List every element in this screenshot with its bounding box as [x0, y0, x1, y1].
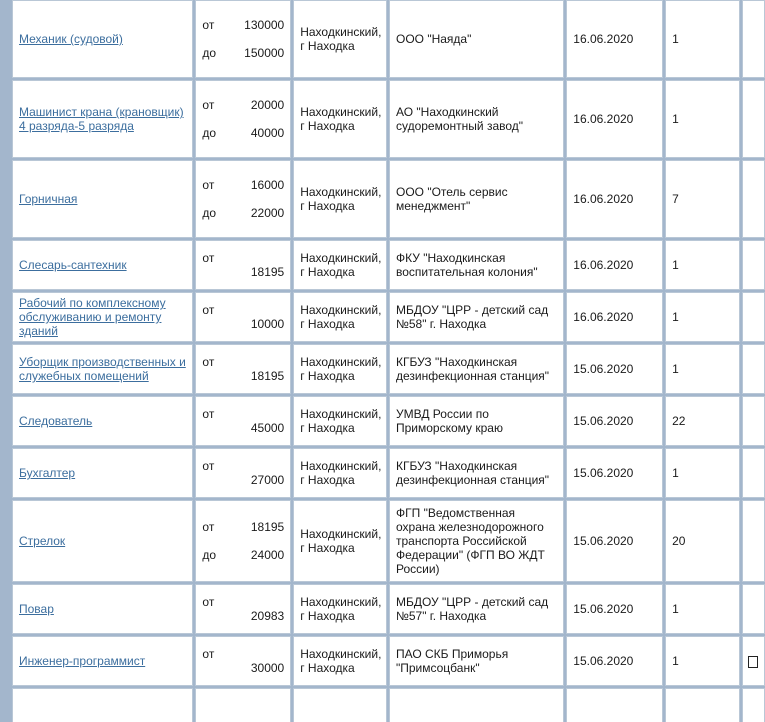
vacancy-title-link[interactable]: Повар	[19, 602, 54, 616]
salary-from-label: от	[202, 355, 215, 369]
vacancy-title-cell	[12, 0, 193, 78]
salary-to-label: до	[202, 46, 217, 60]
vacancy-title-cell	[12, 448, 193, 498]
table-row	[12, 688, 765, 722]
employer-cell: АО "Находкинский судоремонтный завод"	[389, 80, 564, 158]
salary-to-value: 150000	[244, 46, 285, 60]
salary-cell	[195, 344, 291, 394]
vacancy-count-cell: 1	[665, 80, 739, 158]
vacancy-title-link[interactable]: Инженер-программист	[19, 654, 146, 668]
select-cell	[742, 292, 765, 342]
salary-range	[202, 303, 284, 331]
select-cell	[742, 344, 765, 394]
district-cell: Находкинский, г Находка	[293, 240, 387, 290]
salary-to-value: 40000	[250, 126, 285, 140]
salary-range	[202, 251, 284, 279]
employer-cell: МБДОУ "ЦРР - детский сад №58" г. Находка	[389, 292, 564, 342]
vacancy-count-cell: 1	[665, 448, 739, 498]
select-cell	[742, 636, 765, 686]
date-cell: 16.06.2020	[566, 80, 663, 158]
district-cell: Находкинский, г Находка	[293, 0, 387, 78]
vacancy-title-cell	[12, 584, 193, 634]
salary-from-value: 20000	[250, 98, 285, 112]
salary-range	[202, 11, 284, 67]
vacancy-title-link[interactable]: Горничная	[19, 192, 78, 206]
vacancy-title-cell	[12, 500, 193, 582]
date-cell: 15.06.2020	[566, 636, 663, 686]
select-cell	[742, 0, 765, 78]
salary-cell	[195, 80, 291, 158]
salary-cell	[195, 584, 291, 634]
employer-cell: КГБУЗ "Находкинская дезинфекционная станция"	[389, 344, 564, 394]
select-cell	[742, 160, 765, 238]
salary-from-label: от	[202, 98, 215, 112]
salary-from-label: от	[202, 251, 215, 265]
salary-cell	[195, 500, 291, 582]
vacancy-count-cell: 7	[665, 160, 739, 238]
vacancy-count-cell: 20	[665, 500, 739, 582]
salary-cell	[195, 448, 291, 498]
table-row	[12, 292, 765, 342]
table-row	[12, 344, 765, 394]
table-row	[12, 500, 765, 582]
vacancy-title-cell	[12, 240, 193, 290]
salary-from-value: 30000	[250, 661, 285, 675]
employer-cell: МБДОУ "ЦРР - детский сад №57" г. Находка	[389, 584, 564, 634]
salary-from-value: 130000	[244, 18, 285, 32]
salary-range	[202, 91, 284, 147]
salary-from-value: 18195	[250, 369, 285, 383]
salary-from-label: от	[202, 407, 215, 421]
vacancy-count-cell: 1	[665, 240, 739, 290]
select-checkbox[interactable]	[748, 656, 758, 668]
salary-range	[202, 355, 284, 383]
date-cell: 16.06.2020	[566, 160, 663, 238]
district-cell: Находкинский, г Находка	[293, 636, 387, 686]
salary-cell	[195, 0, 291, 78]
vacancy-count-cell: 1	[665, 584, 739, 634]
vacancy-list	[10, 0, 765, 722]
vacancy-count-cell: 1	[665, 344, 739, 394]
vacancy-count-cell: 1	[665, 0, 739, 78]
salary-from-label: от	[202, 520, 215, 534]
table-row	[12, 0, 765, 78]
salary-from-value: 27000	[250, 473, 285, 487]
date-cell: 16.06.2020	[566, 0, 663, 78]
select-cell	[742, 80, 765, 158]
date-cell: 15.06.2020	[566, 344, 663, 394]
date-cell: 15.06.2020	[566, 448, 663, 498]
salary-from-value: 18195	[250, 265, 285, 279]
select-cell	[742, 584, 765, 634]
salary-from-label: от	[202, 18, 215, 32]
salary-to-value: 24000	[250, 548, 285, 562]
employer-cell: ФГП "Ведомственная охрана железнодорожного транспорта Российской Федерации" (ФГП ВО ЖДТ России)	[389, 500, 564, 582]
table-row	[12, 396, 765, 446]
vacancy-title-link[interactable]: Бухгалтер	[19, 466, 76, 480]
salary-to-label: до	[202, 206, 217, 220]
table-row	[12, 448, 765, 498]
district-cell: Находкинский, г Находка	[293, 80, 387, 158]
salary-cell	[195, 240, 291, 290]
vacancy-title-cell	[12, 636, 193, 686]
vacancy-count-cell: 1	[665, 636, 739, 686]
salary-from-value: 16000	[250, 178, 285, 192]
employer-cell: ПАО СКБ Приморья "Примсоцбанк"	[389, 636, 564, 686]
salary-from-value: 10000	[250, 317, 285, 331]
salary-range	[202, 459, 284, 487]
salary-from-label: от	[202, 647, 215, 661]
district-cell: Находкинский, г Находка	[293, 584, 387, 634]
date-cell: 16.06.2020	[566, 292, 663, 342]
salary-to-label: до	[202, 548, 217, 562]
vacancy-title-link[interactable]: Машинист крана (крановщик) 4 разряда-5 разряда	[19, 105, 184, 133]
date-cell: 15.06.2020	[566, 396, 663, 446]
select-cell	[742, 500, 765, 582]
vacancy-title-cell	[12, 344, 193, 394]
salary-from-value: 20983	[250, 609, 285, 623]
vacancy-count-cell: 1	[665, 292, 739, 342]
salary-range	[202, 513, 284, 569]
table-row	[12, 80, 765, 158]
district-cell: Находкинский, г Находка	[293, 448, 387, 498]
employer-cell: КГБУЗ "Находкинская дезинфекционная станция"	[389, 448, 564, 498]
district-cell: Находкинский, г Находка	[293, 396, 387, 446]
select-cell	[742, 396, 765, 446]
salary-to-value: 22000	[250, 206, 285, 220]
salary-cell	[195, 292, 291, 342]
select-cell	[742, 448, 765, 498]
district-cell: Находкинский, г Находка	[293, 160, 387, 238]
employer-cell: ФКУ "Находкинская воспитательная колония"	[389, 240, 564, 290]
vacancy-title-cell	[12, 80, 193, 158]
salary-range	[202, 171, 284, 227]
vacancy-title-link[interactable]: Рабочий по комплексному обслуживанию и ремонту зданий	[19, 296, 166, 338]
salary-from-label: от	[202, 303, 215, 317]
salary-from-value: 45000	[250, 421, 285, 435]
date-cell: 16.06.2020	[566, 240, 663, 290]
vacancy-title-cell	[12, 292, 193, 342]
vacancy-table	[10, 0, 765, 722]
vacancy-title-link[interactable]: Механик (судовой)	[19, 32, 123, 46]
salary-cell	[195, 396, 291, 446]
salary-from-value: 18195	[250, 520, 285, 534]
table-row	[12, 584, 765, 634]
table-row	[12, 160, 765, 238]
salary-from-label: от	[202, 459, 215, 473]
district-cell: Находкинский, г Находка	[293, 500, 387, 582]
date-cell: 15.06.2020	[566, 584, 663, 634]
vacancy-title-link[interactable]: Стрелок	[19, 534, 66, 548]
vacancy-count-cell: 22	[665, 396, 739, 446]
employer-cell: УМВД России по Приморскому краю	[389, 396, 564, 446]
vacancy-title-link[interactable]: Следователь	[19, 414, 93, 428]
vacancy-title-link[interactable]: Слесарь-сантехник	[19, 258, 127, 272]
date-cell: 15.06.2020	[566, 500, 663, 582]
employer-cell: ООО "Отель сервис менеджмент"	[389, 160, 564, 238]
select-cell	[742, 240, 765, 290]
vacancy-title-link[interactable]: Уборщик производственных и служебных помещений	[19, 355, 186, 383]
salary-cell	[195, 160, 291, 238]
vacancy-title-cell	[12, 396, 193, 446]
table-row	[12, 240, 765, 290]
district-cell: Находкинский, г Находка	[293, 292, 387, 342]
salary-to-label: до	[202, 126, 217, 140]
salary-range	[202, 407, 284, 435]
salary-from-label: от	[202, 178, 215, 192]
salary-cell	[195, 636, 291, 686]
salary-range	[202, 647, 284, 675]
district-cell: Находкинский, г Находка	[293, 344, 387, 394]
table-row	[12, 636, 765, 686]
salary-from-label: от	[202, 595, 215, 609]
salary-range	[202, 595, 284, 623]
vacancy-title-cell	[12, 160, 193, 238]
employer-cell: ООО "Наяда"	[389, 0, 564, 78]
